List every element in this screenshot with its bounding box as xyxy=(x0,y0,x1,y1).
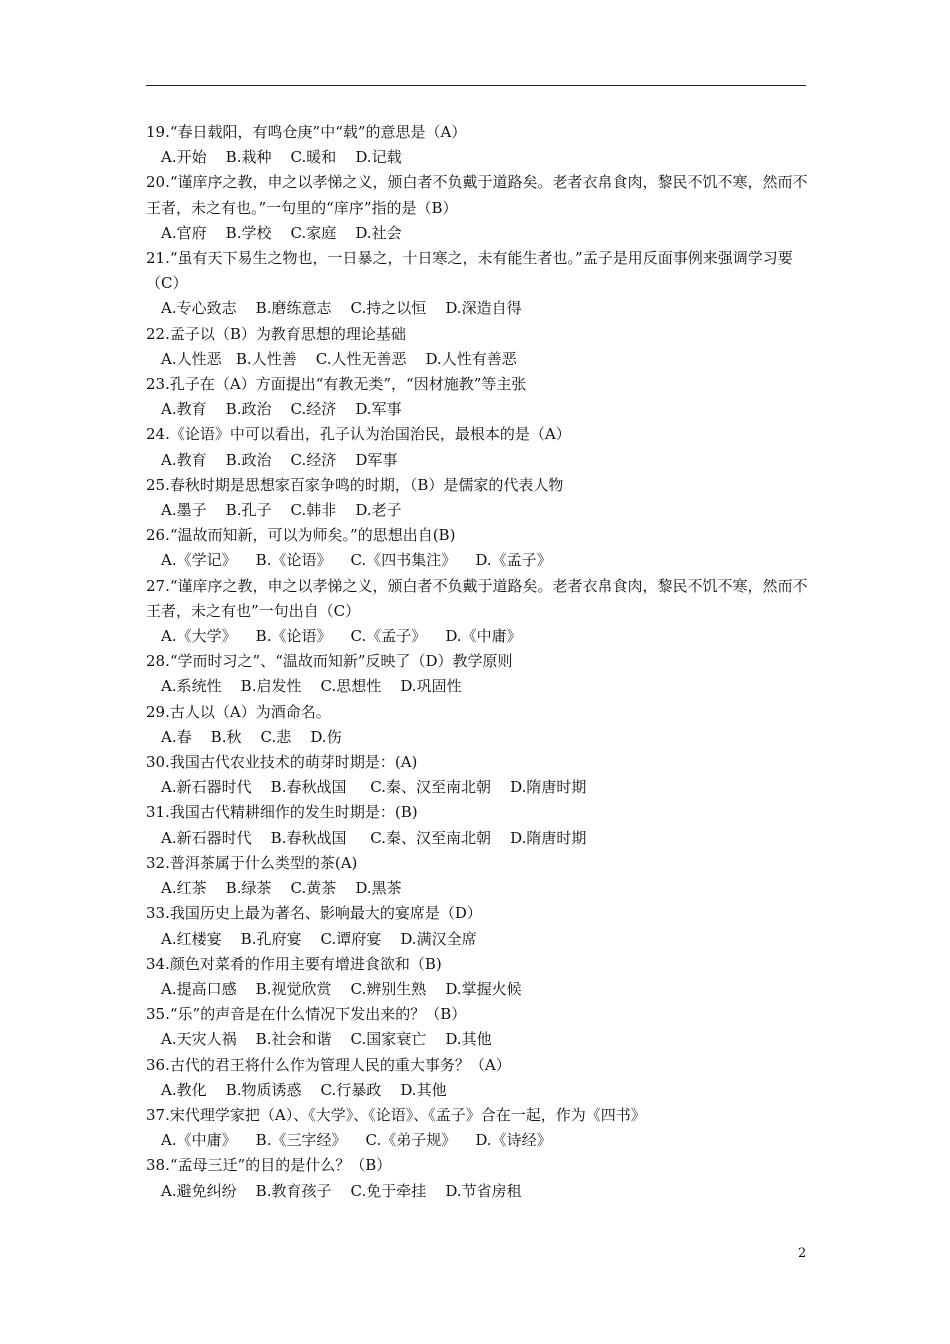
question-stem: 28.“学而时习之”、“温故而知新”反映了（D）教学原则 xyxy=(146,652,513,671)
question-stem: 38.“孟母三迁”的目的是什么？（B） xyxy=(146,1156,392,1175)
question-35 xyxy=(146,1002,810,1052)
header-rule xyxy=(146,85,806,86)
question-stem: 31.我国古代精耕细作的发生时期是：(B) xyxy=(146,803,418,822)
question-stem: 34.颜色对菜肴的作用主要有增进食欲和（B) xyxy=(146,954,442,973)
question-stem: 24.《论语》中可以看出，孔子认为治国治民，最根本的是（A） xyxy=(146,425,571,444)
question-30 xyxy=(146,750,810,800)
question-21 xyxy=(146,246,810,322)
question-options: A.红茶 B.绿茶 C.黄茶 D.黑茶 xyxy=(161,879,402,898)
question-options: A.系统性 B.启发性 C.思想性 D.巩固性 xyxy=(161,677,462,696)
question-stem: 29.古人以（A）为酒命名。 xyxy=(146,702,331,721)
question-stem: 23.孔子在（A）方面提出“有教无类”，“因材施教”等主张 xyxy=(146,375,527,394)
question-options: A.天灾人祸 B.社会和谐 C.国家衰亡 D.其他 xyxy=(161,1030,492,1049)
question-32 xyxy=(146,851,810,901)
question-options: A.墨子 B.孔子 C.韩非 D.老子 xyxy=(161,501,402,520)
question-options: A.《学记》 B.《论语》 C.《四书集注》 D.《孟子》 xyxy=(161,551,552,570)
page-number: 2 xyxy=(798,1246,807,1261)
question-options: A.官府 B.学校 C.家庭 D.社会 xyxy=(161,223,402,242)
question-33 xyxy=(146,901,810,951)
question-stem: 30.我国古代农业技术的萌芽时期是：(A) xyxy=(146,753,418,772)
question-stem: 36.古代的君王将什么作为管理人民的重大事务？（A） xyxy=(146,1055,511,1074)
question-37 xyxy=(146,1103,810,1153)
question-19 xyxy=(146,120,810,170)
question-stem: 27.“谨庠序之教，申之以孝悌之义，颁白者不负戴于道路矣。老者衣帛食肉，黎民不饥不寒，然而不王者，未之有也”一句出自（C） xyxy=(146,576,808,620)
question-stem: 25.春秋时期是思想家百家争鸣的时期，（B）是儒家的代表人物 xyxy=(146,475,564,494)
question-options: A.专心致志 B.磨练意志 C.持之以恒 D.深造自得 xyxy=(161,299,522,318)
question-options: A.春 B.秋 C.悲 D.伤 xyxy=(161,727,342,746)
question-options: A.《中庸》 B.《三字经》 C.《弟子规》 D.《诗经》 xyxy=(161,1131,552,1150)
question-stem: 26.“温故而知新，可以为师矣。”的思想出自(B) xyxy=(146,526,456,545)
question-stem: 21.“虽有天下易生之物也，一日暴之，十日寒之，未有能生者也。”孟子是用反面事例来强调学习要（C） xyxy=(146,249,793,293)
question-27 xyxy=(146,574,810,650)
question-22 xyxy=(146,322,810,372)
question-38 xyxy=(146,1153,810,1203)
question-options: A.教化 B.物质诱惑 C.行暴政 D.其他 xyxy=(161,1080,447,1099)
question-options: A.红楼宴 B.孔府宴 C.谭府宴 D.满汉全席 xyxy=(161,929,477,948)
question-options: A.教育 B.政治 C.经济 D军事 xyxy=(161,450,398,469)
question-36 xyxy=(146,1053,810,1103)
question-stem: 32.普洱茶属于什么类型的茶(A) xyxy=(146,853,358,872)
question-31 xyxy=(146,800,810,850)
question-stem: 37.宋代理学家把（A）、《大学》、《论语》、《孟子》合在一起，作为《四书》 xyxy=(146,1105,646,1124)
question-stem: 35.“乐”的声音是在什么情况下发出来的？（B） xyxy=(146,1005,467,1024)
question-options: A.提高口感 B.视觉欣赏 C.辨别生熟 D.掌握火候 xyxy=(161,979,522,998)
question-stem: 19.“春日载阳，有鸣仓庚”中“载”的意思是（A） xyxy=(146,123,467,141)
question-24 xyxy=(146,422,810,472)
question-options: A.新石器时代 B.春秋战国 C.秦、汉至南北朝 D.隋唐时期 xyxy=(161,778,587,797)
question-28 xyxy=(146,649,810,699)
question-options: A.《大学》 B.《论语》 C.《孟子》 D.《中庸》 xyxy=(161,627,522,646)
question-25 xyxy=(146,473,810,523)
question-options: A.教育 B.政治 C.经济 D.军事 xyxy=(161,400,402,419)
question-stem: 20.“谨庠序之教，申之以孝悌之义，颁白者不负戴于道路矣。老者衣帛食肉，黎民不饥不寒，然而不王者，未之有也。”一句里的“庠序”指的是（B） xyxy=(146,173,808,217)
question-list xyxy=(146,120,810,1204)
question-stem: 22.孟子以（B）为教育思想的理论基础 xyxy=(146,324,406,343)
question-29 xyxy=(146,700,810,750)
question-options: A.开始 B.栽种 C.暖和 D.记载 xyxy=(161,148,402,167)
question-34 xyxy=(146,952,810,1002)
question-options: A.人性恶 B.人性善 C.人性无善恶 D.人性有善恶 xyxy=(161,349,517,368)
question-options: A.新石器时代 B.春秋战国 C.秦、汉至南北朝 D.隋唐时期 xyxy=(161,828,587,847)
question-26 xyxy=(146,523,810,573)
question-20 xyxy=(146,170,810,246)
question-stem: 33.我国历史上最为著名、影响最大的宴席是（D） xyxy=(146,904,482,923)
question-options: A.避免纠纷 B.教育孩子 C.免于牵挂 D.节省房租 xyxy=(161,1181,522,1200)
question-23 xyxy=(146,372,810,422)
